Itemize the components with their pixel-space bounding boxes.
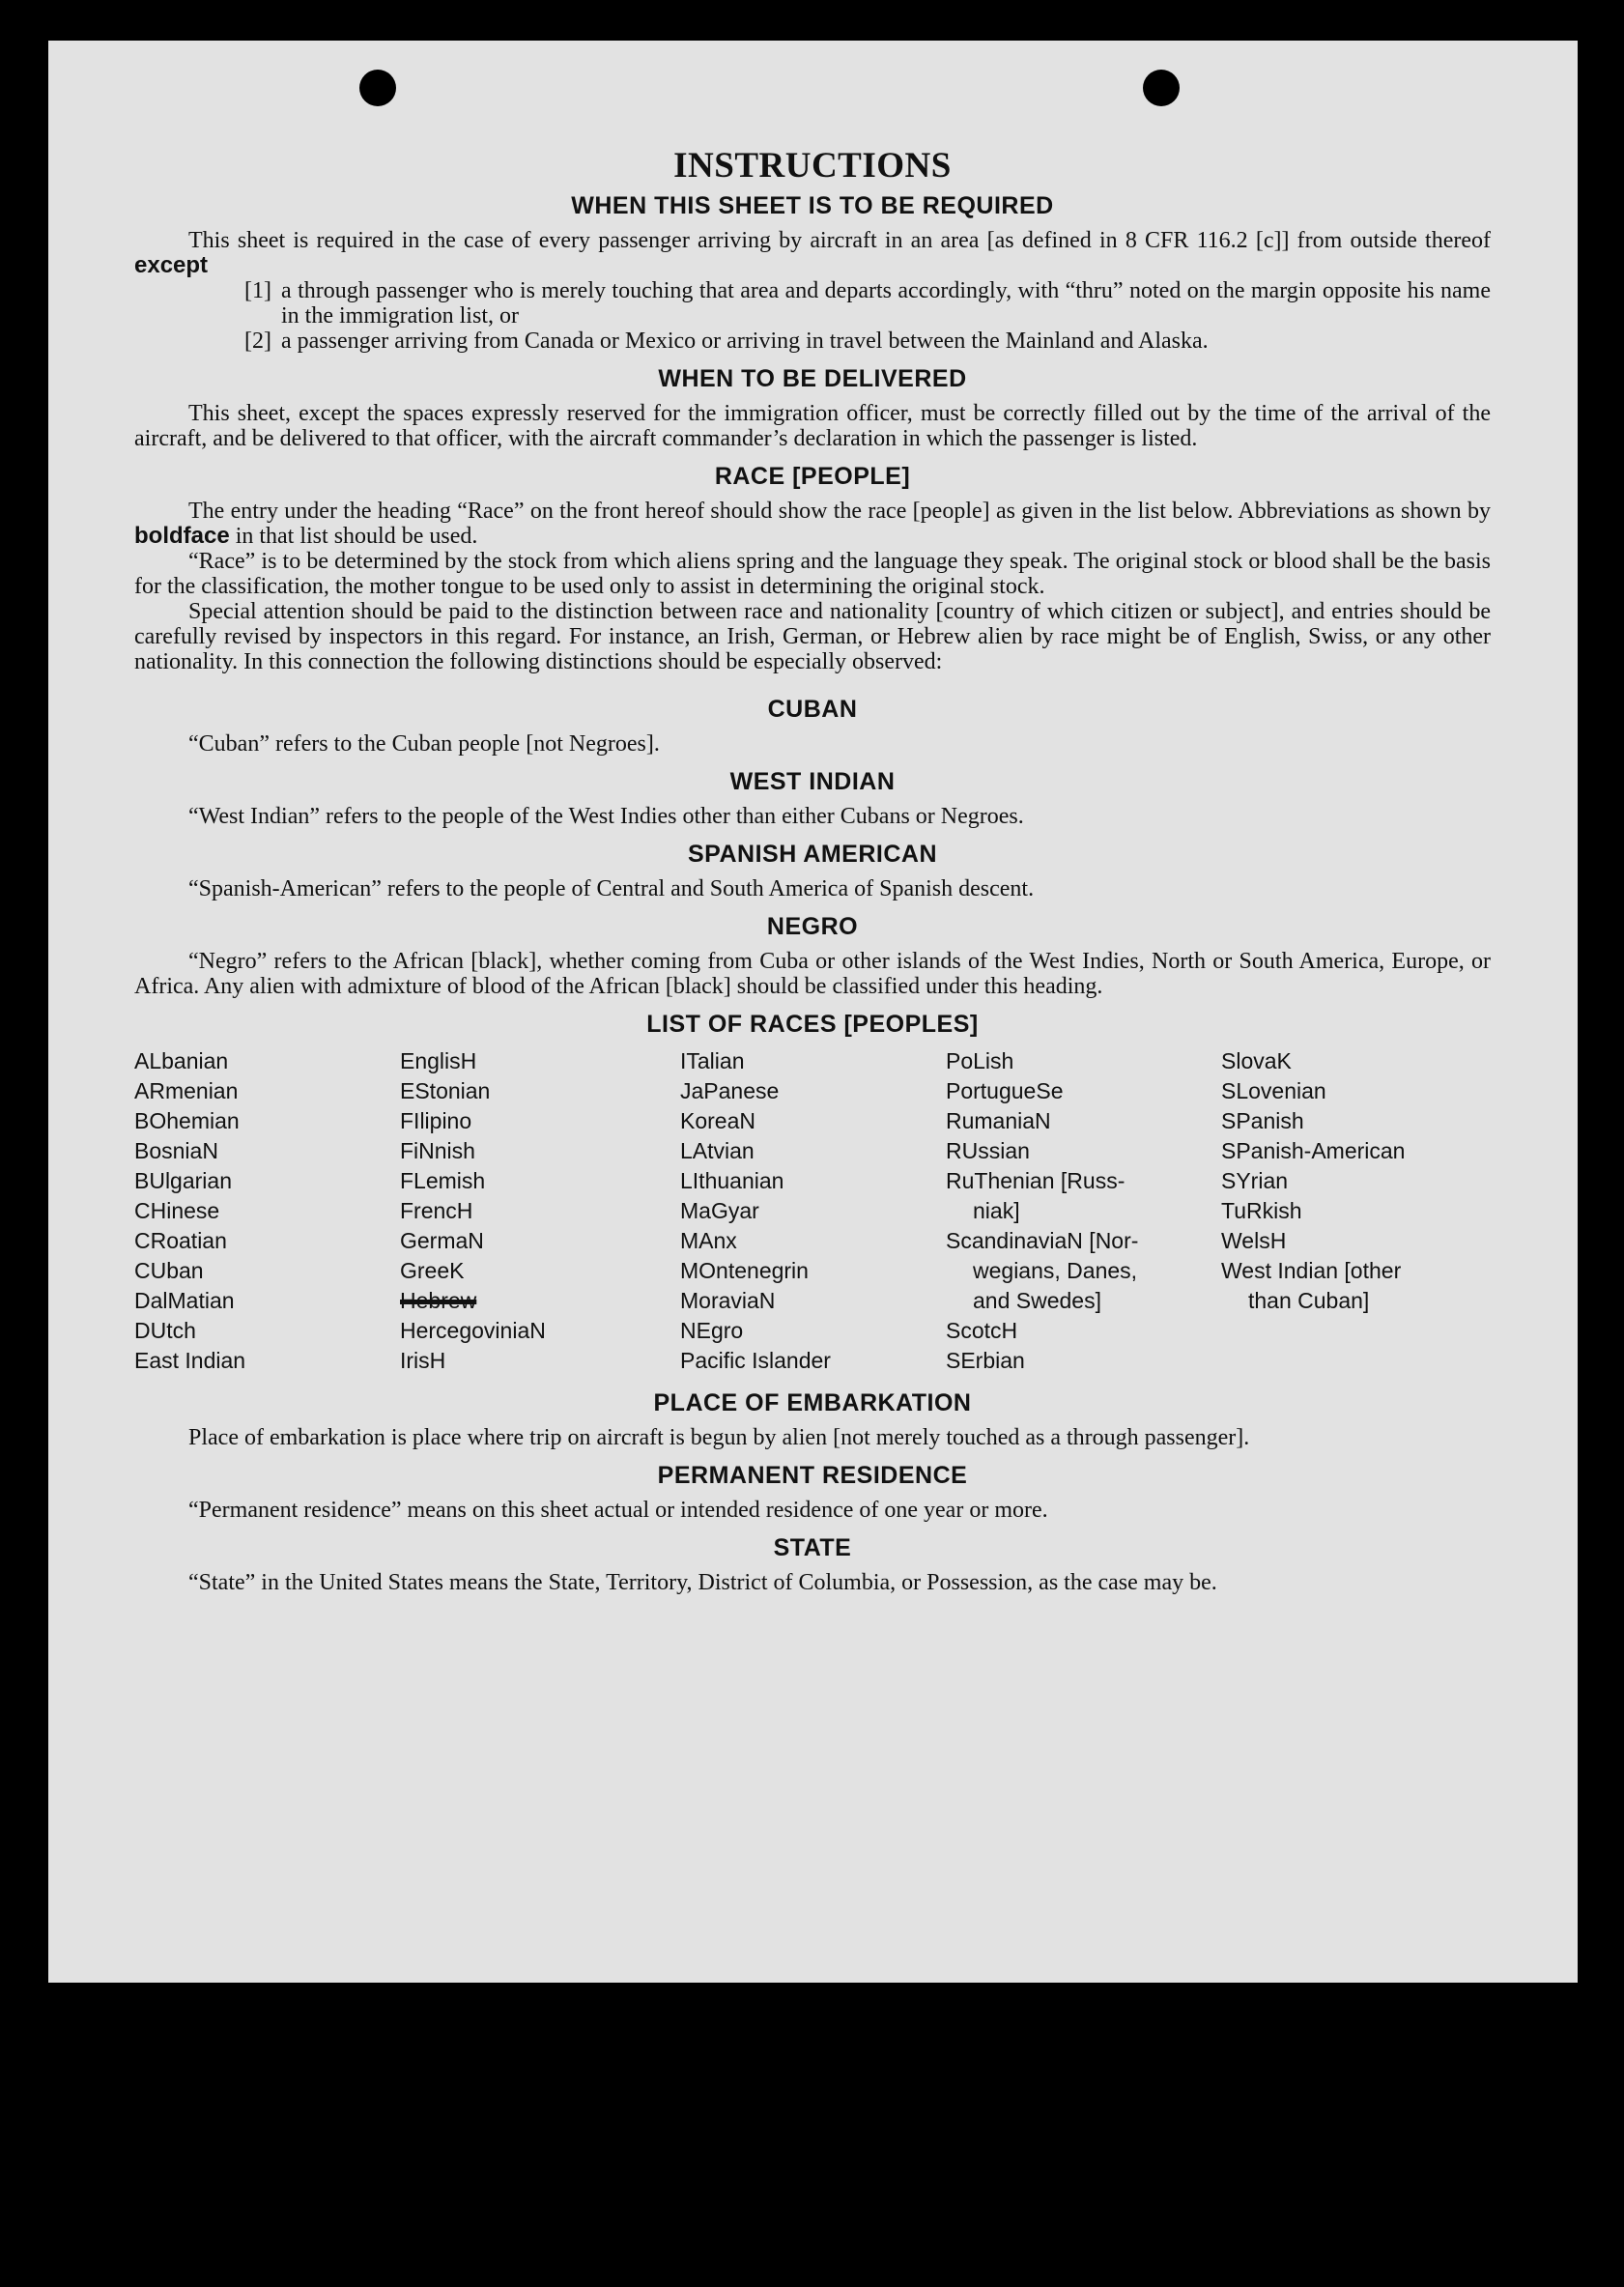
race-entry: SPanish-American [1221, 1138, 1406, 1163]
race-entry: SYrian [1221, 1168, 1289, 1193]
heading-cuban: CUBAN [767, 696, 858, 723]
race-entry: EnglisH [400, 1048, 477, 1073]
race-entry: ITalian [680, 1048, 745, 1073]
race-entry: MOntenegrin [680, 1258, 809, 1283]
race-paragraph-2: “Race” is to be determined by the stock from which aliens spring and the language they speak. The original stock or blood shall be the basis for the classification, the mother tongue to be used only to assist in determining the original stock. [134, 549, 1491, 599]
instructions-content [134, 145, 1491, 1595]
race-entry: DUtch [134, 1318, 196, 1343]
west-indian-text: “West Indian” refers to the people of the West Indies other than either Cubans or Negroes. [188, 804, 1024, 829]
race-entry: KoreaN [680, 1108, 755, 1133]
race-entry: LIthuanian [680, 1168, 784, 1193]
item-number: [1] [244, 278, 271, 303]
race-entry: TuRkish [1221, 1198, 1302, 1223]
race-entry: WelsH [1221, 1228, 1287, 1253]
item-number: [2] [244, 329, 271, 354]
race-entry: ARmenian [134, 1078, 239, 1103]
heading-residence: PERMANENT RESIDENCE [657, 1462, 968, 1489]
race-entry: FLemish [400, 1168, 486, 1193]
race-entry: SPanish [1221, 1108, 1304, 1133]
heading-race: RACE [PEOPLE] [714, 463, 911, 490]
race-entry: BosniaN [134, 1138, 218, 1163]
race-column-3 [680, 1046, 946, 1376]
state-text: “State” in the United States means the State, Territory, District of Columbia, or Possession, as the case may be. [188, 1570, 1217, 1595]
punch-hole-right [1143, 70, 1180, 106]
heading-spanish-american: SPANISH AMERICAN [687, 841, 937, 868]
race-entry-struck: Hebrew [400, 1288, 477, 1313]
race-paragraph-1 [134, 499, 1491, 549]
heading-delivered: WHEN TO BE DELIVERED [658, 365, 967, 392]
cuban-text: “Cuban” refers to the Cuban people [not Negroes]. [188, 731, 660, 757]
race-list [134, 1046, 1491, 1376]
race-entry: SLovenian [1221, 1078, 1326, 1103]
race-entry: East Indian [134, 1348, 246, 1373]
punch-hole-left [359, 70, 396, 106]
required-intro [134, 228, 1491, 278]
race-entry: RuThenian [Russ- [946, 1168, 1125, 1193]
race-column-4 [946, 1046, 1221, 1376]
race-entry: CHinese [134, 1198, 220, 1223]
race-p1-text-b: in that list should be used. [235, 524, 478, 549]
race-entry-continuation: than Cuban] [1248, 1288, 1370, 1313]
required-item-2 [134, 329, 1491, 354]
heading-embarkation: PLACE OF EMBARKATION [653, 1389, 972, 1416]
page-title: INSTRUCTIONS [673, 146, 952, 186]
race-entry: ScandinaviaN [Nor- [946, 1228, 1139, 1253]
race-entry: SErbian [946, 1348, 1025, 1373]
required-item-1 [134, 278, 1491, 329]
race-paragraph-3: Special attention should be paid to the distinction between race and nationality [country of which citizen or subject], and entries should be carefully revised by inspectors in this regard. For instance, an Irish, German, or Hebrew alien by race might be of English, Swiss, or any other nationality. In this connection the following distinctions should be especially observed: [134, 599, 1491, 674]
race-entry: Pacific Islander [680, 1348, 831, 1373]
race-entry: CUban [134, 1258, 204, 1283]
race-column-1 [134, 1046, 400, 1376]
race-entry: HercegoviniaN [400, 1318, 546, 1343]
race-entry: MaGyar [680, 1198, 759, 1223]
heading-list-of-races: LIST OF RACES [PEOPLES] [646, 1011, 979, 1038]
negro-text: “Negro” refers to the African [black], whether coming from Cuba or other islands of the West Indies, North or South America, Europe, or Africa. Any alien with admixture of blood of the African [black] should be classified under this heading. [134, 949, 1491, 999]
residence-text: “Permanent residence” means on this sheet actual or intended residence of one year or more. [188, 1498, 1048, 1523]
race-entry: SlovaK [1221, 1048, 1292, 1073]
race-entry: BOhemian [134, 1108, 240, 1133]
race-entry: JaPanese [680, 1078, 780, 1103]
race-entry: IrisH [400, 1348, 446, 1373]
item-text: a through passenger who is merely touching that area and departs accordingly, with “thru” noted on the margin opposite his name in the immigration list, or [281, 278, 1491, 329]
race-entry: GermaN [400, 1228, 484, 1253]
heading-west-indian: WEST INDIAN [729, 768, 896, 795]
race-entry: ScotcH [946, 1318, 1018, 1343]
race-entry: LAtvian [680, 1138, 755, 1163]
embarkation-text: Place of embarkation is place where trip on aircraft is begun by alien [not merely touched as a through passenger]. [188, 1425, 1250, 1450]
race-entry: ALbanian [134, 1048, 229, 1073]
race-entry: EStonian [400, 1078, 491, 1103]
race-entry: MAnx [680, 1228, 737, 1253]
race-entry: PortugueSe [946, 1078, 1064, 1103]
delivered-text: This sheet, except the spaces expressly reserved for the immigration officer, must be correctly filled out by the time of the arrival of the aircraft, and be delivered to that officer, with the aircraft commander’s declaration in which the passenger is listed. [134, 401, 1491, 451]
race-entry: BUlgarian [134, 1168, 232, 1193]
race-column-2 [400, 1046, 680, 1376]
race-column-5 [1221, 1046, 1491, 1376]
race-entry: FiNnish [400, 1138, 475, 1163]
race-entry: GreeK [400, 1258, 465, 1283]
required-intro-text: This sheet is required in the case of every passenger arriving by aircraft in an area [as defined in 8 CFR 116.2 [c]] from outside thereof [188, 228, 1491, 253]
race-entry-continuation: and Swedes] [973, 1288, 1101, 1313]
race-entry: NEgro [680, 1318, 744, 1343]
race-entry: FIlipino [400, 1108, 472, 1133]
race-entry: FrencH [400, 1198, 473, 1223]
race-entry-continuation: wegians, Danes, [973, 1258, 1138, 1283]
race-entry: RUssian [946, 1138, 1030, 1163]
heading-negro: NEGRO [766, 913, 859, 940]
spanish-american-text: “Spanish-American” refers to the people of Central and South America of Spanish descent. [188, 876, 1035, 901]
race-entry-continuation: niak] [973, 1198, 1020, 1223]
race-entry: RumaniaN [946, 1108, 1051, 1133]
item-text: a passenger arriving from Canada or Mexico or arriving in travel between the Mainland and Alaska. [281, 329, 1209, 354]
race-entry: DalMatian [134, 1288, 235, 1313]
race-p1-text-a: The entry under the heading “Race” on the front hereof should show the race [people] as given in the list below. Abbreviations as shown by [188, 499, 1491, 524]
heading-required: WHEN THIS SHEET IS TO BE REQUIRED [571, 192, 1054, 219]
race-p1-boldface: boldface [134, 523, 230, 549]
document-sheet [48, 41, 1578, 1983]
race-entry: PoLish [946, 1048, 1014, 1073]
race-entry: MoraviaN [680, 1288, 776, 1313]
race-entry: West Indian [other [1221, 1258, 1402, 1283]
required-intro-except: except [134, 252, 209, 278]
race-entry: CRoatian [134, 1228, 227, 1253]
heading-state: STATE [773, 1534, 852, 1561]
